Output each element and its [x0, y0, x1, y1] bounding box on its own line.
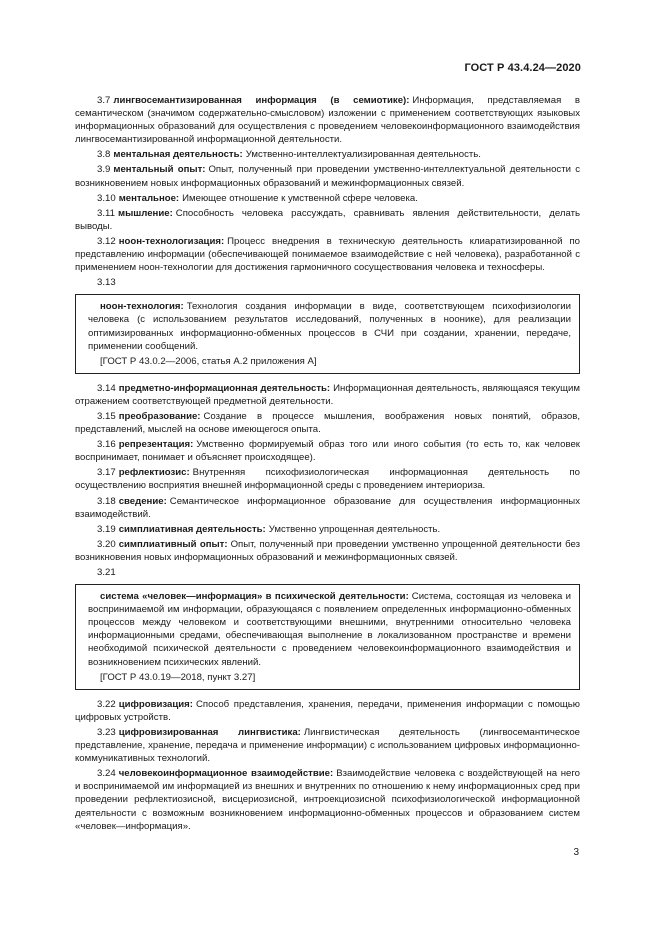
- document-header: ГОСТ Р 43.4.24—2020: [464, 62, 581, 74]
- entry-definition: Умственно-интеллектуализированная деятельность.: [245, 149, 481, 161]
- entry-term: цифровизированная лингвистика:: [118, 726, 301, 738]
- entry-definition: Создание в процессе мышления, воображения новых понятий, образов, представлений, мыслей на основе имеющегося опыта.: [75, 410, 580, 436]
- entry-definition: Технология создания информации в виде, соответствующем психофизиологии человека (с использованием результатов исследований, полученных в ноонике), для реализации оптимизированных информационно-обменных процессов в СЧИ при создании, хранении, передаче, применении сообщений.: [88, 301, 571, 352]
- entry-term: репрезентация:: [118, 439, 194, 451]
- entry-number: 3.16: [97, 439, 116, 451]
- entry-term: мышление:: [117, 207, 173, 219]
- entry-number: 3.19: [97, 523, 116, 535]
- entry-number: 3.8: [97, 149, 111, 161]
- entry-source: [ГОСТ Р 43.0.2—2006, статья А.2 приложения А]: [100, 355, 317, 367]
- entry-3-18: [75, 495, 580, 521]
- entry-definition: Информационная деятельность, являющаяся текущим отражением соответствующей предметной деятельности.: [75, 382, 580, 407]
- entry-definition: Опыт, полученный при проведении умственно упрощенной деятельности без возникновения новых информационных образований и межинформационных связей.: [75, 538, 580, 563]
- entry-number: 3.17: [97, 467, 116, 479]
- entry-term: лингвосемантизированная информация (в семиотике):: [113, 95, 410, 106]
- entry-definition: Взаимодействие человека с воздействующей на него и воспринимаемой им информацией из внешних и внутренних по отношению к нему информационных сред при проведении рефлектиозисной, висцериозисной, интроекциозисной психофизиологической информационной деятельности с возможным возникновением информационно-обменных процессов и образованием систем «человек—информация».: [75, 768, 580, 832]
- entry-definition: Способ представления, хранения, передачи, применения информации с помощью цифровых устройств.: [75, 698, 580, 723]
- entry-3-9: [75, 163, 580, 189]
- entry-3-23: [75, 726, 580, 765]
- entry-term: система «человек—информация» в психической деятельности:: [100, 591, 409, 603]
- entry-number: 3.7: [97, 95, 111, 106]
- entry-3-10: [75, 192, 580, 205]
- entry-definition: Умственно упрощенная деятельность.: [268, 523, 441, 535]
- entry-definition: Имеющее отношение к умственной сфере человека.: [182, 192, 418, 204]
- entry-term: ноон-технология:: [100, 301, 184, 313]
- entry-term: преобразование:: [118, 410, 201, 422]
- entry-term: ментальный опыт:: [113, 164, 206, 176]
- entry-3-11: [75, 207, 580, 233]
- entry-definition: Умственно формируемый образ того или иного события (то есть то, как человек воспринимает, понимает и объясняет происходящее).: [75, 439, 580, 464]
- entry-3-24: [75, 767, 580, 832]
- entry-3-16: [75, 438, 580, 464]
- page-number: 3: [573, 847, 579, 858]
- entry-term: ментальная деятельность:: [113, 149, 243, 161]
- entry-number: 3.18: [97, 495, 116, 507]
- entry-number: 3.14: [97, 382, 116, 394]
- entry-term: человекоинформационное взаимодействие:: [118, 768, 334, 780]
- entry-term: симплиативная деятельность:: [118, 523, 266, 535]
- entry-3-22: [75, 698, 580, 724]
- entry-3-20: [75, 538, 580, 564]
- entry-number: 3.15: [97, 410, 116, 422]
- boxed-entry-3-13: [75, 294, 580, 373]
- entry-3-14: [75, 382, 580, 408]
- entry-3-12: [75, 235, 580, 274]
- boxed-entry-3-21: [75, 584, 580, 690]
- entry-definition: Семантическое информационное образование для осуществления информационных взаимодействий.: [75, 495, 580, 520]
- entry-3-17: [75, 466, 580, 492]
- entry-number: 3.12: [97, 235, 116, 247]
- entry-number: 3.22: [97, 698, 116, 710]
- entry-number: 3.11: [97, 207, 115, 219]
- entry-definition: Система, состоящая из человека и воспринимаемой им информации, образующаяся с появлением определенных информационно-обменных процессов между человеком и соответствующими внешними, внутренними относительно человека информационными средами, обеспечивающая выполнение в локализованном пространстве и времени необходимой психической деятельности с проведением человекоинформационного взаимодействия и возникновением психических явлений.: [88, 591, 571, 668]
- entry-definition: Опыт, полученный при проведении умственно-интеллектуальной деятельности с возникновением новых информационных образований и межинформационных связей.: [75, 164, 581, 189]
- entry-definition: Внутренняя психофизиологическая информационная деятельность по осуществлению восприятия внешней информационной среды с проведением интериоризa.: [75, 467, 580, 492]
- entry-term: цифровизация:: [118, 698, 193, 710]
- entry-number: 3.9: [97, 164, 111, 176]
- entry-definition: Способность человека рассуждать, сравнивать явления действительности, делать выводы.: [75, 207, 580, 232]
- entry-number: 3.24: [97, 768, 116, 780]
- entry-number: 3.20: [97, 538, 116, 550]
- entry-3-19: [75, 523, 580, 536]
- entry-definition: Информация, представляемая в семантическом (значимом содержательно-смысловом) изложении с применением соответствующих языковых информационных образований для осуществления с проведением человекоинформационного взаимодействия лингвосемантизированной информационной деятельности.: [75, 95, 580, 146]
- entry-definition: Лингвистическая деятельность (лингвосемантическое представление, хранение, передача и применение информации) с использованием цифровых информационно-коммуникативных технологий.: [75, 726, 580, 765]
- entry-number-3-13: 3.13: [97, 277, 116, 289]
- entry-source: [ГОСТ Р 43.0.19—2018, пункт 3.27]: [100, 671, 256, 683]
- entry-term: ментальное:: [118, 192, 180, 204]
- entry-3-7: [75, 94, 580, 146]
- entry-term: ноон-технологизация:: [118, 235, 225, 247]
- entry-term: предметно-информационная деятельность:: [118, 382, 331, 394]
- entry-3-15: [75, 410, 580, 436]
- entry-3-8: [75, 148, 580, 161]
- entry-term: сведение:: [118, 495, 167, 507]
- entry-number-3-21: 3.21: [97, 567, 116, 578]
- entry-term: рефлектиозис:: [118, 467, 190, 479]
- document-body: [75, 94, 580, 835]
- entry-term: симплиативный опыт:: [118, 538, 228, 550]
- entry-number: 3.23: [97, 726, 116, 738]
- entry-definition: Процесс внедрения в техническую деятельность клиаратизированной по представлению информации (обеспечивающей понимаемое взаимодействие с ней человека), разработанной с применением ноон-технологии для достижения гармоничного сосуществования человека и техносферы.: [75, 235, 580, 274]
- entry-number: 3.10: [97, 192, 116, 204]
